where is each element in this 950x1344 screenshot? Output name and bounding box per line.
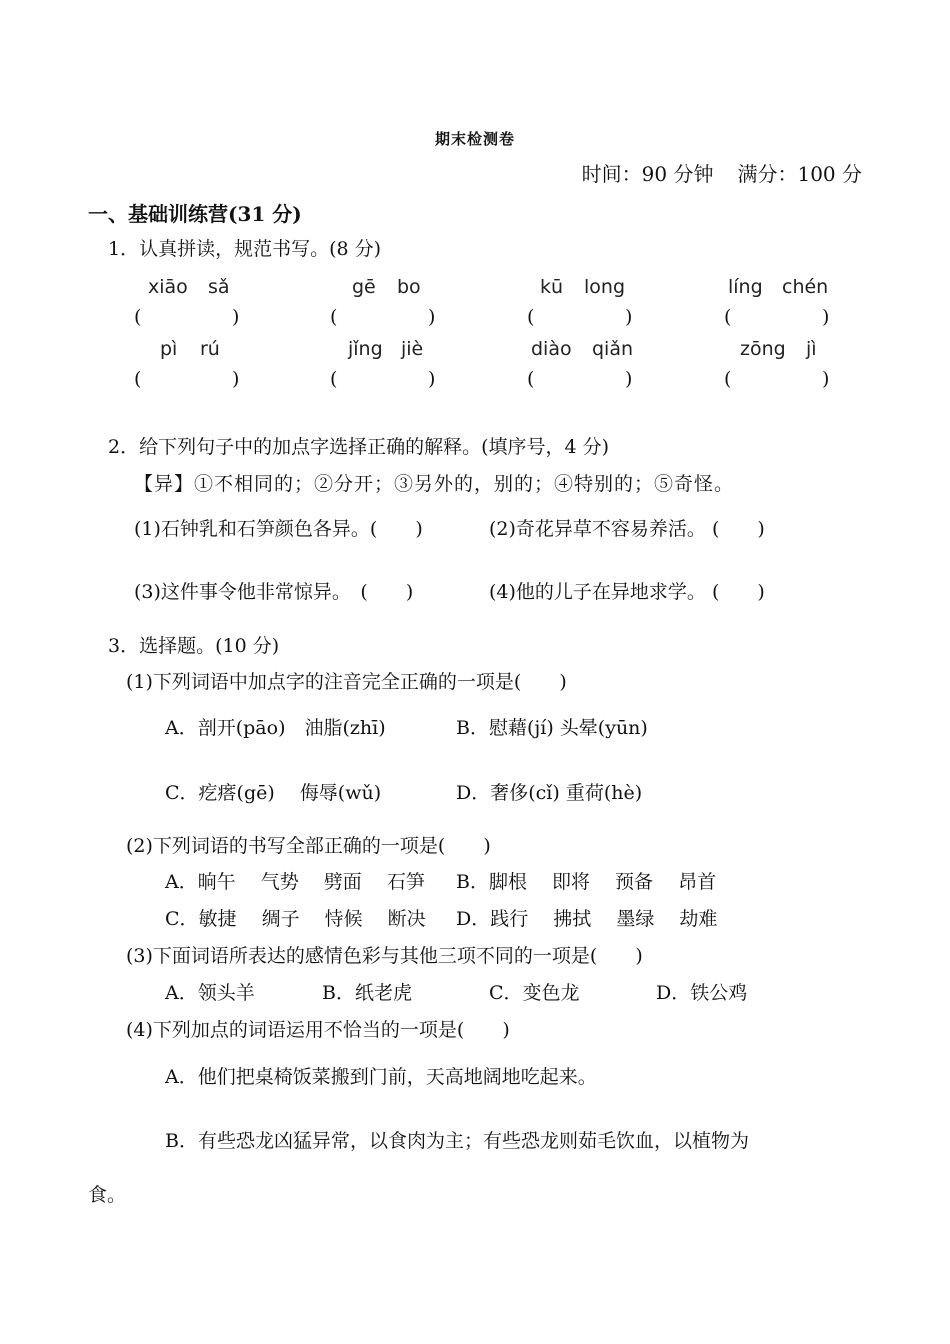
q3-4-option-b-continued: 食。 xyxy=(88,1184,127,1206)
blank-paren-close[interactable]: ) xyxy=(428,368,436,390)
q3-1-option-b: B．慰藉(jí) 头晕(yūn) xyxy=(456,717,648,739)
pinyin-syllable: qiǎn xyxy=(592,338,634,360)
blank-paren-close[interactable]: ) xyxy=(232,306,240,328)
blank-paren-close[interactable]: ) xyxy=(625,368,633,390)
pinyin-syllable: jǐng xyxy=(348,338,383,360)
pinyin-syllable: xiāo xyxy=(148,276,188,298)
blank-paren-open[interactable]: ( xyxy=(527,306,535,328)
full-score: 满分：100 分 xyxy=(737,162,862,186)
section-heading: 一、基础训练营(31 分) xyxy=(88,202,302,226)
q3-4-option-a: A．他们把桌椅饭菜搬到门前，天高地阔地吃起来。 xyxy=(165,1066,597,1088)
blank-paren-close[interactable]: ) xyxy=(822,306,830,328)
pinyin-syllable: diào xyxy=(531,338,572,360)
q3-3-option-a: A．领头羊 xyxy=(165,982,255,1004)
exam-meta xyxy=(582,158,862,187)
pinyin-syllable: long xyxy=(584,276,626,298)
blank-paren-open[interactable]: ( xyxy=(134,306,142,328)
blank-paren-open[interactable]: ( xyxy=(724,306,732,328)
q3-2-option-c: C．敏捷 绸子 恃候 断决 xyxy=(165,908,426,930)
pinyin-syllable: zōng xyxy=(740,338,786,360)
q3-3-option-d: D．铁公鸡 xyxy=(656,982,748,1004)
blank-paren-close[interactable]: ) xyxy=(428,306,436,328)
pinyin-syllable: gē xyxy=(352,276,376,298)
blank-paren-open[interactable]: ( xyxy=(527,368,535,390)
q1-prompt: 1．认真拼读，规范书写。(8 分) xyxy=(108,238,382,260)
q3-3-option-b: B．纸老虎 xyxy=(322,982,412,1004)
q3-4-stem: (4)下列加点的词语运用不恰当的一项是( ) xyxy=(126,1019,510,1041)
blank-paren-open[interactable]: ( xyxy=(330,368,338,390)
q3-1-option-d: D．奢侈(cǐ) 重荷(hè) xyxy=(456,782,643,804)
q3-2-option-b: B．脚根 即将 预备 昂首 xyxy=(456,871,717,893)
q3-3-stem: (3)下面词语所表达的感情色彩与其他三项不同的一项是( ) xyxy=(126,945,643,967)
pinyin-syllable: sǎ xyxy=(208,276,230,298)
q3-3-option-c: C．变色龙 xyxy=(489,982,580,1004)
q2-item-1: (1)石钟乳和石笋颜色各异。( ) xyxy=(134,518,423,540)
pinyin-syllable: chén xyxy=(782,276,829,298)
q3-2-option-d: D．践行 拂拭 墨绿 劫难 xyxy=(456,908,718,930)
blank-paren-open[interactable]: ( xyxy=(134,368,142,390)
pinyin-syllable: jì xyxy=(806,338,817,360)
pinyin-syllable: líng xyxy=(728,276,763,298)
q3-1-stem: (1)下列词语中加点字的注音完全正确的一项是( ) xyxy=(126,671,567,693)
time-limit: 时间：90 分钟 xyxy=(581,162,714,186)
q2-item-4: (4)他的儿子在异地求学。 ( ) xyxy=(489,581,765,603)
pinyin-syllable: jiè xyxy=(401,338,424,360)
page-title: 期末检测卷 xyxy=(434,130,515,148)
q2-definition: 【异】①不相同的；②分开；③另外的，别的；④特别的；⑤奇怪。 xyxy=(134,473,735,495)
pinyin-syllable: bo xyxy=(397,276,421,298)
blank-paren-close[interactable]: ) xyxy=(232,368,240,390)
q3-4-option-b: B．有些恐龙凶猛异常，以食肉为主；有些恐龙则茹毛饮血，以植物为 xyxy=(165,1130,749,1152)
q3-prompt: 3．选择题。(10 分) xyxy=(108,635,280,657)
pinyin-syllable: rú xyxy=(200,338,220,360)
q3-1-option-a: A．剖开(pāo) 油脂(zhī) xyxy=(165,717,386,739)
blank-paren-open[interactable]: ( xyxy=(724,368,732,390)
pinyin-syllable: kū xyxy=(540,276,564,298)
blank-paren-close[interactable]: ) xyxy=(822,368,830,390)
q3-2-stem: (2)下列词语的书写全部正确的一项是( ) xyxy=(126,835,491,857)
pinyin-syllable: pì xyxy=(160,338,178,360)
q2-prompt: 2．给下列句子中的加点字选择正确的解释。(填序号，4 分) xyxy=(108,436,610,458)
q2-item-3: (3)这件事令他非常惊异。 ( ) xyxy=(134,581,414,603)
blank-paren-open[interactable]: ( xyxy=(330,306,338,328)
q2-item-2: (2)奇花异草不容易养活。 ( ) xyxy=(489,518,765,540)
q3-1-option-c: C．疙瘩(gē) 侮辱(wǔ) xyxy=(165,782,382,804)
q3-2-option-a: A．晌午 气势 劈面 石笋 xyxy=(165,871,425,893)
blank-paren-close[interactable]: ) xyxy=(625,306,633,328)
